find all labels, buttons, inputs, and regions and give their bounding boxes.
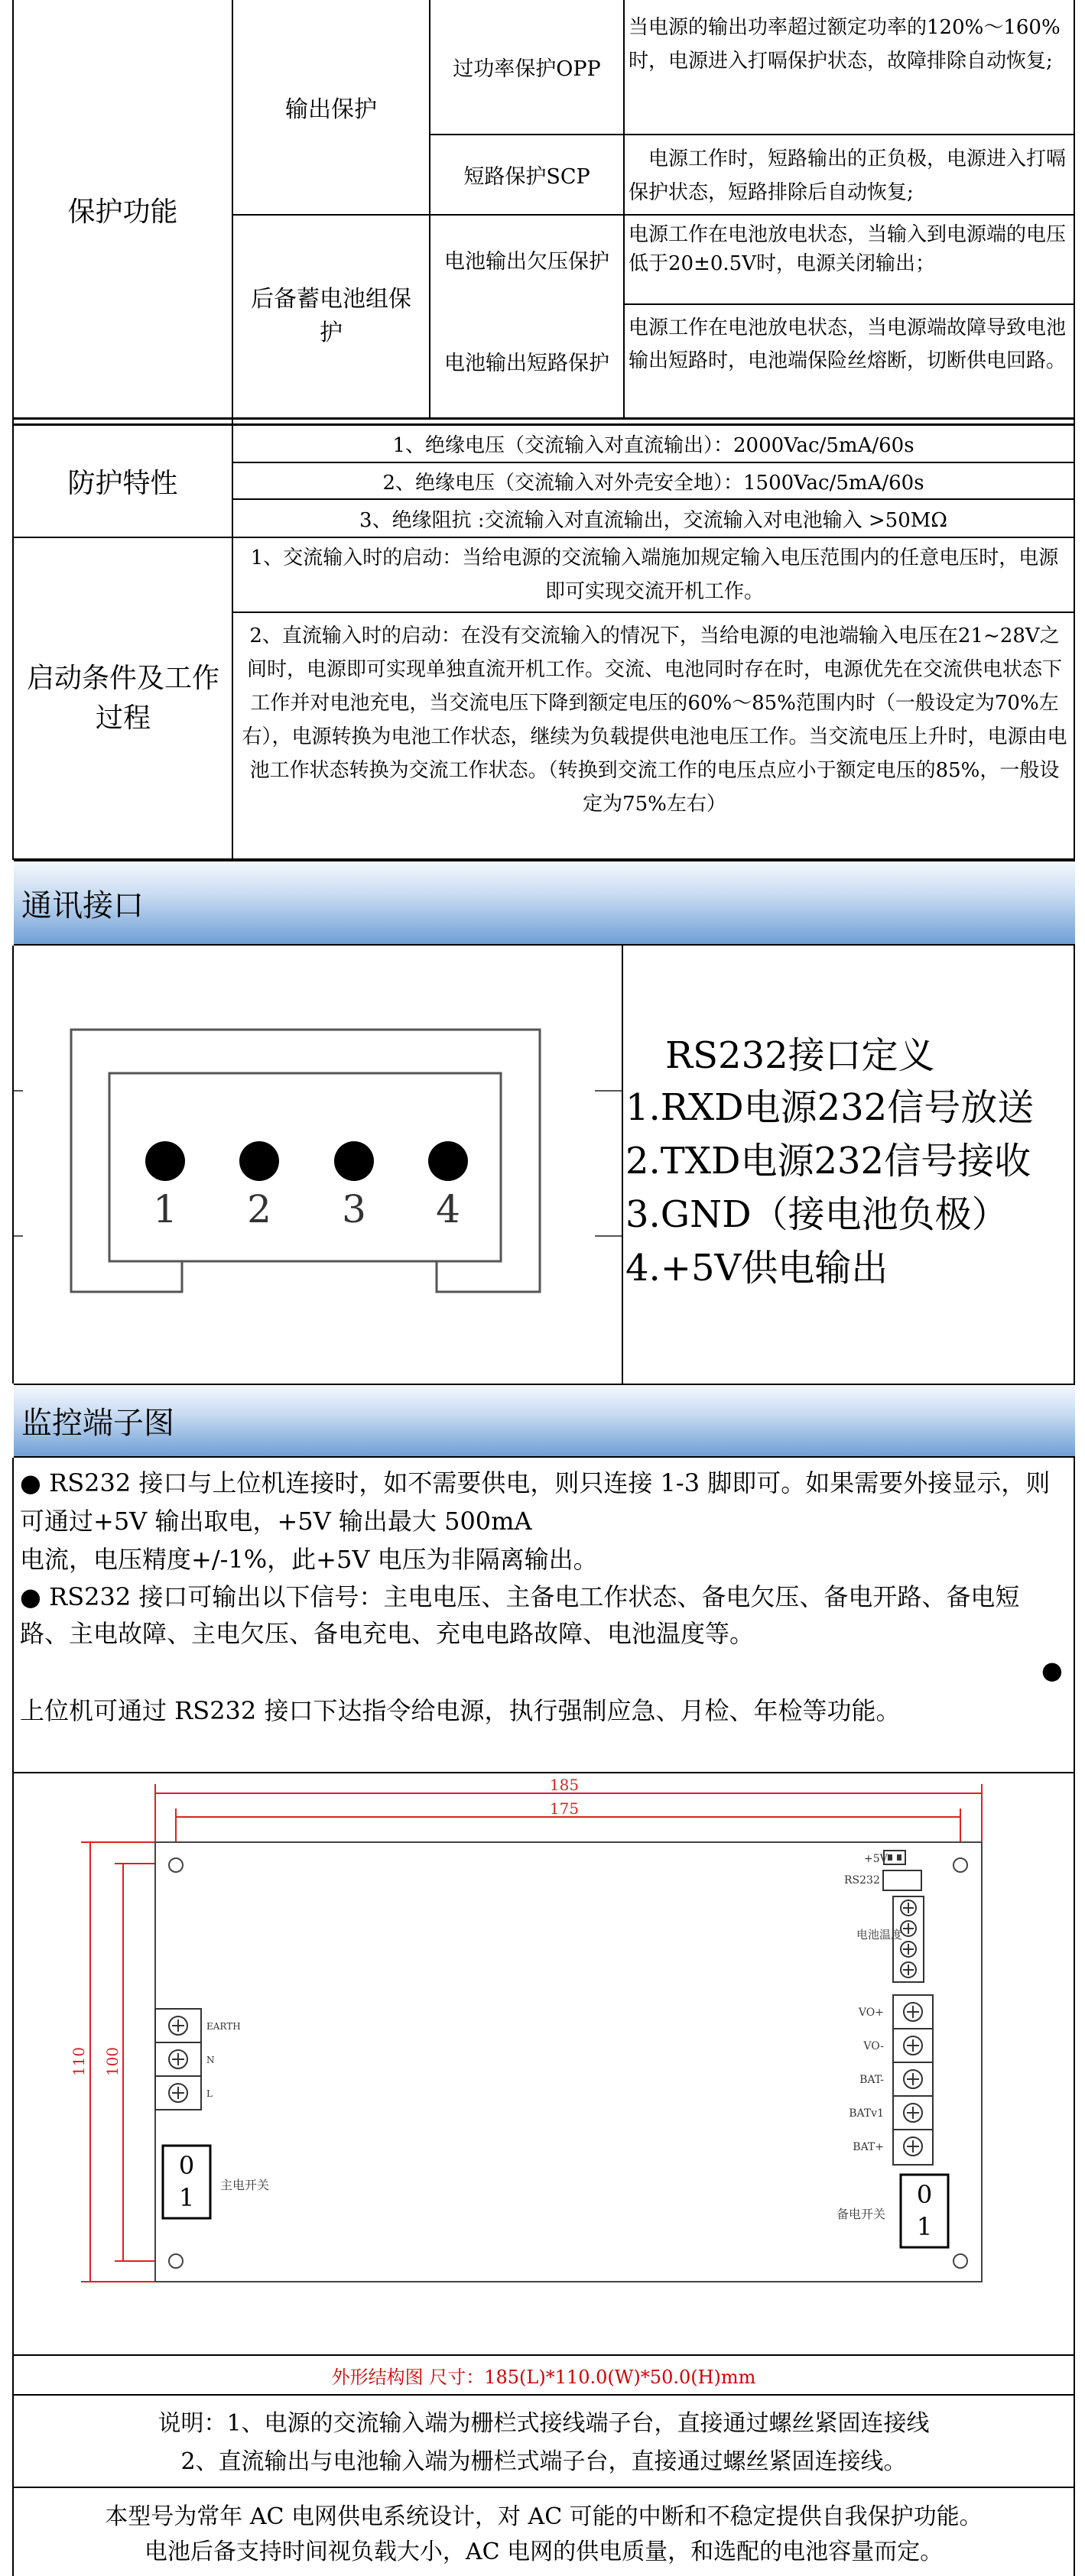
footer-line-1: 本型号为常年 AC 电网供电系统设计，对 AC 可能的中断和不稳定提供自我保护功能。 [105,2503,983,2530]
rs232-def-item-3: 3.GND（接电池负极） [625,1193,1009,1236]
pin-label-3: 3 [342,1187,366,1231]
monitor-paragraph-2: ● RS232 接口可输出以下信号：主电电压、主备电工作状态、备电欠压、备电开路、备电短路、主电故障、主电欠压、备电充电、充电电路故障、电池温度等。 [20,1582,1020,1648]
dim-175: 175 [549,1799,580,1818]
pcb-outline-drawing [14,1773,1072,2363]
battery-undervoltage-description: 电源工作在电池放电状态，当输入到电源端的电压低于20±0.5V时，电源关闭输出； [629,223,1067,275]
label-rs232: RS232 [844,1874,880,1887]
monitor-banner-title: 监控端子图 [21,1406,174,1441]
pin-label-4: 4 [436,1187,460,1231]
label-batv1: BATv1 [849,2107,884,2120]
label-vo-minus: VO- [863,2040,884,2052]
footer-line-2: 电池后备支持时间视负载大小，AC 电网的供电质量，和选配的电池容量而定。 [144,2539,944,2565]
label-5v: +5V [864,1853,888,1865]
caption-notes-footer [0,2354,1085,2576]
notes-line-1: 说明：1、电源的交流输入端为栅栏式接线端子台，直接通过螺丝紧固连接线 [158,2410,930,2437]
startup-ac: 1、交流输入时的启动：当给电源的交流输入端施加规定输入电压范围内的任意电压时，电源即可实现交流开机工作。 [250,547,1059,603]
monitor-bullet: ● [1041,1656,1063,1685]
pin-1-icon [145,1141,185,1181]
battery-protection-group: 后备蓄电池组保护 [251,286,411,346]
rs232-connector-diagram [14,946,622,1384]
rs232-definition-title: RS232接口定义 [665,1034,935,1077]
comm-banner [14,860,1075,946]
startup-section-label: 启动条件及工作过程 [26,662,219,734]
startup-dc: 2、直流输入时的启动：在没有交流输入的情况下，当给电源的电池端输入电压在21~28V之间时，电源即可实现单独直流开机工作。交流、电池同时存在时，电源优先在交流供电状态下工作并对电池充电，当交流电压下降到额定电压的60%～85%范围内时（一般设定为70%左右），电源转换为电池工作状态，继续为负载提供电池电压工作。当交流电压上升时，电源由电池工作状态转换为交流工作状态。（转换到交流工作的电压点应小于额定电压的85%，一般设定为75%左右） [242,625,1067,816]
label-battery-temp: 电池温度 [856,1928,903,1942]
outline-drawing-section [0,1773,1085,2354]
battery-undervoltage-label: 电池输出欠压保护 [444,250,609,274]
insulation-line-3: 3、绝缘阻抗 :交流输入对直流输出，交流输入对电池输入 >50MΩ [359,508,947,532]
insulation-line-1: 1、绝缘电压（交流输入对直流输出）：2000Vac/5mA/60s [392,434,914,457]
notes-line-2: 2、直流输出与电池输入端为栅栏式端子台，直接通过螺丝紧固连接线。 [180,2448,907,2475]
drawing-caption: 外形结构图 尺寸：185(L)*110.0(W)*50.0(H)mm [331,2366,756,2388]
label-backup-switch: 备电开关 [836,2207,886,2221]
backup-switch-1: 1 [916,2212,933,2241]
monitor-paragraph-1a: ● RS232 接口与上位机连接时，如不需要供电，则只连接 1-3 脚即可。如果需要外接显示，则可通过+5V 输出取电，+5V 输出最大 500mA [20,1468,1051,1536]
main-switch-1: 1 [178,2183,195,2212]
label-n: N [206,2055,215,2065]
backup-switch-0: 0 [916,2180,933,2209]
monitor-paragraph-3: 上位机可通过 RS232 接口下达指令给电源，执行强制应急、月检、年检等功能。 [20,1696,901,1725]
connector-outline [71,1030,540,1292]
monitor-banner [14,1384,1075,1458]
monitor-section [0,1458,1085,1773]
insulation-table [0,0,1085,860]
scp-description: 电源工作时，短路输出的正负极，电源进入打嗝保护状态，短路排除后自动恢复; [629,148,1067,204]
protection-section-label: 保护功能 [67,196,178,228]
pin-label-2: 2 [247,1187,271,1231]
label-bat-plus: BAT+ [853,2141,884,2153]
battery-short-description: 电源工作在电池放电状态，当电源端故障导致电池输出短路时，电池端保险丝熔断，切断供电回路。 [629,316,1067,372]
label-earth: EARTH [206,2021,241,2032]
dim-185: 185 [549,1776,580,1794]
label-bat-minus: BAT- [859,2074,884,2086]
battery-short-label: 电池输出短路保护 [444,352,609,375]
pin-4-icon [428,1141,468,1181]
comm-section [0,946,1085,1384]
label-l: L [206,2088,213,2099]
dim-110: 110 [70,2046,88,2077]
comm-banner-title: 通讯接口 [21,887,144,923]
scp-label: 短路保护SCP [463,165,590,189]
rs232-def-item-4: 4.+5V供电输出 [625,1247,888,1290]
monitor-paragraph-1b: 电流，电压精度+/-1%，此+5V 电压为非隔离输出。 [20,1545,598,1574]
label-vo-plus: VO+ [858,2007,884,2019]
insulation-line-2: 2、绝缘电压（交流输入对外壳安全地）：1500Vac/5mA/60s [382,471,924,495]
insulation-section-label: 防护特性 [67,468,178,499]
pin-3-icon [334,1141,374,1181]
output-protection-group: 输出保护 [285,96,377,123]
opp-label: 过功率保护OPP [453,57,601,81]
rs232-def-item-1: 1.RXD电源232信号放送 [625,1086,1035,1129]
pin-2-icon [239,1141,279,1181]
opp-description: 当电源的输出功率超过额定功率的120%～160%时，电源进入打嗝保护状态，故障排除自动恢复; [629,16,1061,73]
rs232-def-item-2: 2.TXD电源232信号接收 [625,1140,1031,1183]
main-switch-0: 0 [178,2151,195,2180]
label-main-switch: 主电开关 [220,2178,270,2192]
dim-100: 100 [103,2046,122,2077]
pin-label-1: 1 [153,1187,177,1231]
